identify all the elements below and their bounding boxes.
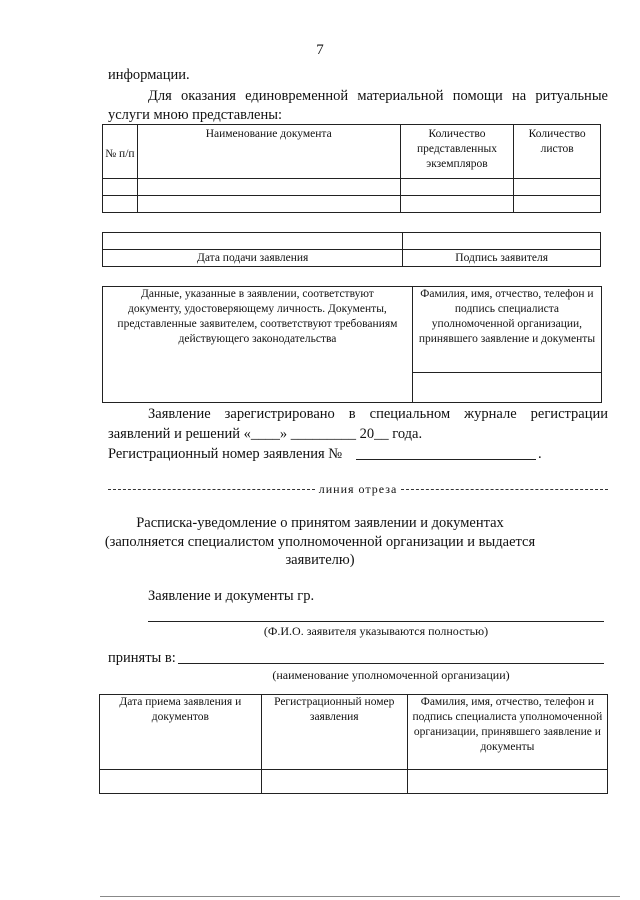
cell-sheets[interactable] — [514, 179, 601, 196]
col-copies-header: Количество представленных экземпляров — [400, 125, 514, 179]
para1-line1: Для оказания единовременной материальной помощи на ритуальные — [148, 88, 608, 104]
accepted-in-label: приняты в: — [108, 650, 176, 666]
intro-end: информации. — [108, 67, 190, 83]
org-field[interactable] — [178, 663, 604, 664]
cell-copies[interactable] — [400, 196, 514, 213]
date-label: Дата подачи заявления — [103, 250, 403, 267]
receipt-regnum-cell[interactable] — [261, 770, 407, 794]
reg-number-field[interactable] — [356, 459, 536, 460]
cell-name[interactable] — [137, 179, 400, 196]
registered-line1: Заявление зарегистрировано в специальном журнале регистрации — [148, 406, 608, 422]
cell-sheets[interactable] — [514, 196, 601, 213]
receipt-specialist-cell[interactable] — [407, 770, 607, 794]
receipt-specialist-header: Фамилия, имя, отчество, телефон и подпись специалиста уполномоченной организации, принявшего заявление и документы — [407, 695, 607, 770]
col-number-header: № п/п — [103, 125, 138, 179]
specialist-label: Фамилия, имя, отчество, телефон и подпись специалиста уполномоченной организации, принявшего заявление и документы — [412, 287, 601, 373]
registered-line2: заявлений и решений «____» _________ 20__ года. — [108, 426, 423, 442]
signature-label: Подпись заявителя — [403, 250, 601, 267]
fio-hint: (Ф.И.О. заявителя указываются полностью) — [263, 624, 489, 638]
page-bottom-rule — [100, 896, 620, 897]
reg-number-label: Регистрационный номер заявления № — [108, 446, 343, 462]
table-row — [100, 770, 608, 794]
receipt-date-header: Дата приема заявления и документов — [100, 695, 262, 770]
receipt-regnum-header: Регистрационный номер заявления — [261, 695, 407, 770]
table-row — [103, 196, 601, 213]
cell-name[interactable] — [137, 196, 400, 213]
col-sheets-header: Количество листов — [514, 125, 601, 179]
cut-line — [108, 482, 608, 497]
cell-copies[interactable] — [400, 179, 514, 196]
signature-cell[interactable] — [403, 233, 601, 250]
date-cell[interactable] — [103, 233, 403, 250]
documents-table — [102, 124, 601, 213]
cell-number[interactable] — [103, 179, 138, 196]
receipt-subtitle-line2: заявителю) — [285, 552, 355, 568]
cell-number[interactable] — [103, 196, 138, 213]
receipt-table — [99, 694, 608, 794]
receipt-title: Расписка-уведомление о принятом заявлении и документах — [136, 515, 504, 531]
org-hint: (наименование уполномоченной организации) — [272, 668, 510, 682]
fio-field[interactable] — [148, 621, 604, 622]
verification-text: Данные, указанные в заявлении, соответствуют документу, удостоверяющему личность. Документы, представленные заявителем, соответствуют требованиям действующего законодательства — [103, 287, 413, 403]
table-row — [103, 179, 601, 196]
verification-table — [102, 286, 602, 403]
docs-from-label: Заявление и документы гр. — [148, 588, 315, 604]
receipt-date-cell[interactable] — [100, 770, 262, 794]
specialist-signature-cell[interactable] — [412, 373, 601, 403]
date-signature-table — [102, 232, 601, 267]
receipt-subtitle-line1: (заполняется специалистом уполномоченной организации и выдается — [104, 534, 536, 550]
reg-number-end: . — [538, 446, 542, 462]
col-name-header: Наименование документа — [137, 125, 400, 179]
page-number: 7 — [316, 42, 324, 58]
para1-line2: услуги мною представлены: — [108, 107, 283, 123]
cut-line-label: линия отреза — [318, 482, 398, 496]
